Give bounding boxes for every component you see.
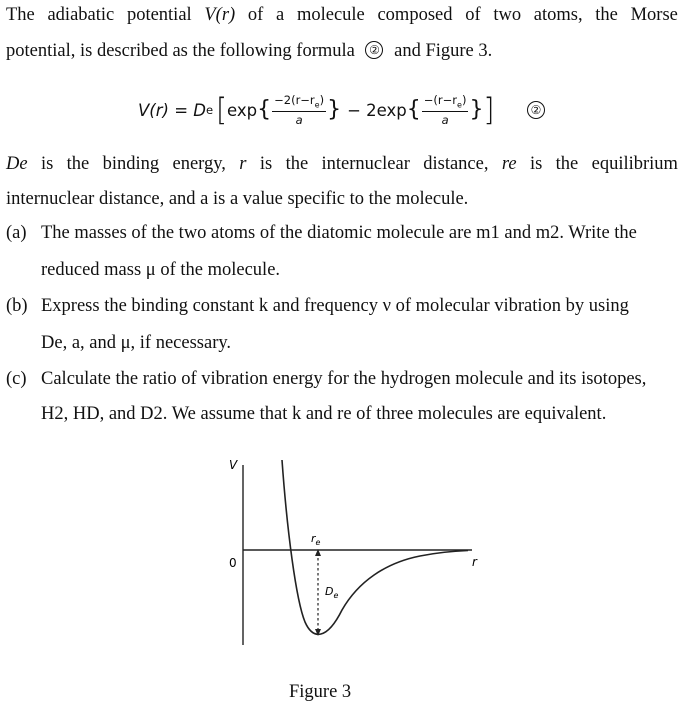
frac1-num: −2(r−r bbox=[274, 93, 315, 108]
frac2-num-tail: ) bbox=[461, 93, 467, 108]
intro-word: of bbox=[247, 5, 264, 25]
question-c-line-1: Calculate the ratio of vibration energy for the hydrogen molecule and its isotopes, bbox=[41, 369, 647, 389]
def-word: De bbox=[6, 154, 28, 174]
eq-lhs-sub: e bbox=[205, 103, 214, 117]
intro-word: V(r) bbox=[204, 5, 236, 25]
re-label: $r_e$ bbox=[311, 532, 321, 547]
intro-word: molecule bbox=[296, 5, 365, 25]
de-label: $D_e$ bbox=[325, 585, 339, 600]
eq-exp1: exp bbox=[227, 100, 258, 120]
de-arrow-bottom bbox=[315, 629, 321, 636]
eq-brace-open-1: { bbox=[257, 97, 272, 122]
definitions-line-1 bbox=[6, 155, 678, 174]
intro-word: potential bbox=[126, 5, 192, 25]
question-b-line-1: Express the binding constant k and frequency ν of molecular vibration by using bbox=[41, 296, 629, 316]
eq-minus-two-exp: − 2exp bbox=[347, 100, 407, 120]
frac1-num-sub: e bbox=[314, 100, 320, 110]
morse-equation bbox=[138, 90, 494, 130]
intro-word: two bbox=[493, 5, 522, 25]
y-axis-label: V bbox=[229, 458, 238, 472]
frac1-den: a bbox=[295, 112, 303, 127]
eq-open-bracket: [ bbox=[216, 91, 228, 128]
intro-line-1 bbox=[6, 6, 678, 25]
frac2-num: −(r−r bbox=[423, 93, 457, 108]
eq-brace-close-1: } bbox=[327, 97, 342, 122]
morse-curve bbox=[282, 460, 468, 634]
definitions-line-2: internuclear distance, and a is a value specific to the molecule. bbox=[6, 189, 469, 209]
def-word: the bbox=[66, 154, 90, 174]
def-word: distance, bbox=[423, 154, 489, 174]
eq-fraction-2 bbox=[422, 93, 469, 126]
def-word: binding bbox=[102, 154, 160, 174]
def-word: equilibrium bbox=[591, 154, 678, 174]
intro-word: of bbox=[465, 5, 481, 25]
intro-word: composed bbox=[377, 5, 453, 25]
origin-label: 0 bbox=[229, 556, 237, 570]
def-word: is bbox=[259, 154, 273, 174]
eq-close-bracket: ] bbox=[483, 91, 495, 128]
frac2-den: a bbox=[441, 112, 449, 127]
intro-word: Morse bbox=[630, 5, 678, 25]
intro-word: a bbox=[276, 5, 285, 25]
def-word: re bbox=[501, 154, 517, 174]
def-word: internuclear bbox=[321, 154, 410, 174]
question-b-label: (b) bbox=[6, 296, 28, 316]
question-c-line-2: H2, HD, and D2. We assume that k and re of three molecules are equivalent. bbox=[41, 404, 607, 424]
intro-line-2 bbox=[6, 41, 492, 61]
formula-ref-marker: ② bbox=[365, 41, 383, 59]
question-a-line-1: The masses of the two atoms of the diatomic molecule are m1 and m2. Write the bbox=[41, 223, 637, 243]
intro-word: The bbox=[6, 5, 35, 25]
eq-lhs: V(r) = D bbox=[138, 100, 206, 120]
question-b-line-2: De, a, and μ, if necessary. bbox=[41, 333, 232, 353]
def-word: the bbox=[285, 154, 309, 174]
intro-word: the bbox=[595, 5, 618, 25]
def-word: is bbox=[40, 154, 54, 174]
intro-line-2-text: potential, is described as the following formula bbox=[6, 41, 355, 61]
de-arrow-top bbox=[315, 549, 321, 556]
def-word: is bbox=[529, 154, 543, 174]
x-axis-label: r bbox=[472, 555, 477, 569]
eq-brace-close-2: } bbox=[469, 97, 484, 122]
figure-caption: Figure 3 bbox=[289, 682, 352, 702]
question-c-label: (c) bbox=[6, 369, 27, 389]
intro-word: atoms, bbox=[533, 5, 583, 25]
frac1-num-tail: ) bbox=[319, 93, 325, 108]
intro-word: adiabatic bbox=[47, 5, 115, 25]
eq-fraction-1 bbox=[272, 93, 326, 126]
def-word: r bbox=[239, 154, 247, 174]
intro-line-2-tail: and Figure 3. bbox=[394, 41, 493, 61]
def-word: energy, bbox=[172, 154, 226, 174]
equation-number: ② bbox=[527, 101, 545, 119]
question-a-label: (a) bbox=[6, 223, 27, 243]
question-a-line-2: reduced mass μ of the molecule. bbox=[41, 260, 281, 280]
eq-brace-open-2: { bbox=[406, 97, 421, 122]
def-word: the bbox=[555, 154, 579, 174]
frac2-num-sub: e bbox=[457, 100, 462, 110]
